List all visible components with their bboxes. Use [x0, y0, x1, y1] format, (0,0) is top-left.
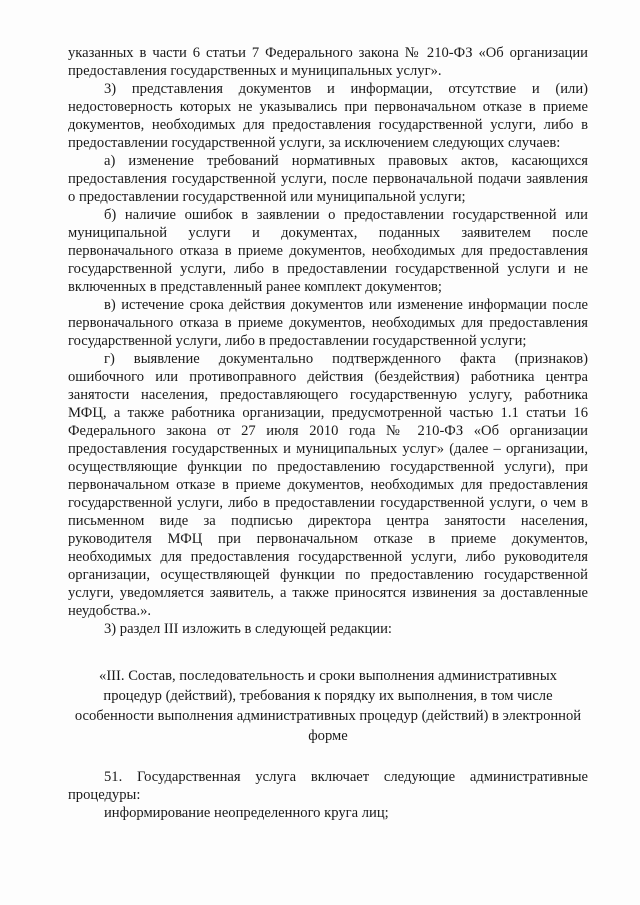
paragraph-informing: информирование неопределенного круга лиц;	[104, 805, 389, 821]
document-body	[68, 44, 588, 822]
paragraph-item-g: г) выявление документально подтвержденного факта (признаков) ошибочного или противоправного действия (бездействия) работника центра занятости населения, предоставляющего государственную услугу, работника МФЦ, а также работника организации, предусмотренной частью 1.1 статьи 16 Федерального закона от 27 июля 2010 года № 210-ФЗ «Об организации предоставления государственных и муниципальных услуг» (далее – организации, осуществляющие функции по предоставлению государственной услуги), при первоначальном отказе в приеме документов, необходимых для предоставления государственной услуги, либо в предоставлении государственной услуги, о чем в письменном виде за подписью директора центра занятости населения, руководителя МФЦ при первоначальном отказе в приеме документов, необходимых для предоставления государственной услуги, либо руководителя организации, осуществляющей функции по предоставлению государственной услуги, уведомляется заявитель, а также приносятся извинения за доставленные неудобства.».	[68, 351, 588, 619]
paragraph-item-b: б) наличие ошибок в заявлении о предоставлении государственной или муниципальной услуги и документах, поданных заявителем после первоначального отказа в приеме документов, необходимых для предоставления государственной услуги, либо в предоставлении государственной услуги и не включенных в представленный ранее комплект документов;	[68, 207, 588, 295]
section-heading: «III. Состав, последовательность и сроки выполнения административных процедур (действий), требования к порядку их выполнения, в том числе особенности выполнения административных процедур (действий) в электронной форме	[74, 668, 582, 744]
paragraph-continuation: указанных в части 6 статьи 7 Федерального закона № 210-ФЗ «Об организации предоставления государственных и муниципальных услуг».	[68, 45, 588, 79]
paragraph-item-a: а) изменение требований нормативных правовых актов, касающихся предоставления государственной услуги, после первоначальной подачи заявления о предоставлении государственной или муниципальной услуги;	[68, 153, 588, 205]
paragraph-item-v: в) истечение срока действия документов или изменение информации после первоначального отказа в приеме документов, необходимых для предоставления государственной услуги, либо в предоставлении государственной услуги;	[68, 297, 588, 349]
paragraph-51: 51. Государственная услуга включает следующие административные процедуры:	[68, 769, 588, 803]
paragraph-item-3: 3) представления документов и информации, отсутствие и (или) недостоверность которых не указывались при первоначальном отказе в приеме документов, необходимых для предоставления государственной услуги, либо в предоставлении государственной услуги, за исключением следующих случаев:	[68, 81, 588, 151]
paragraph-section-edit: 3) раздел III изложить в следующей редакции:	[104, 621, 392, 637]
